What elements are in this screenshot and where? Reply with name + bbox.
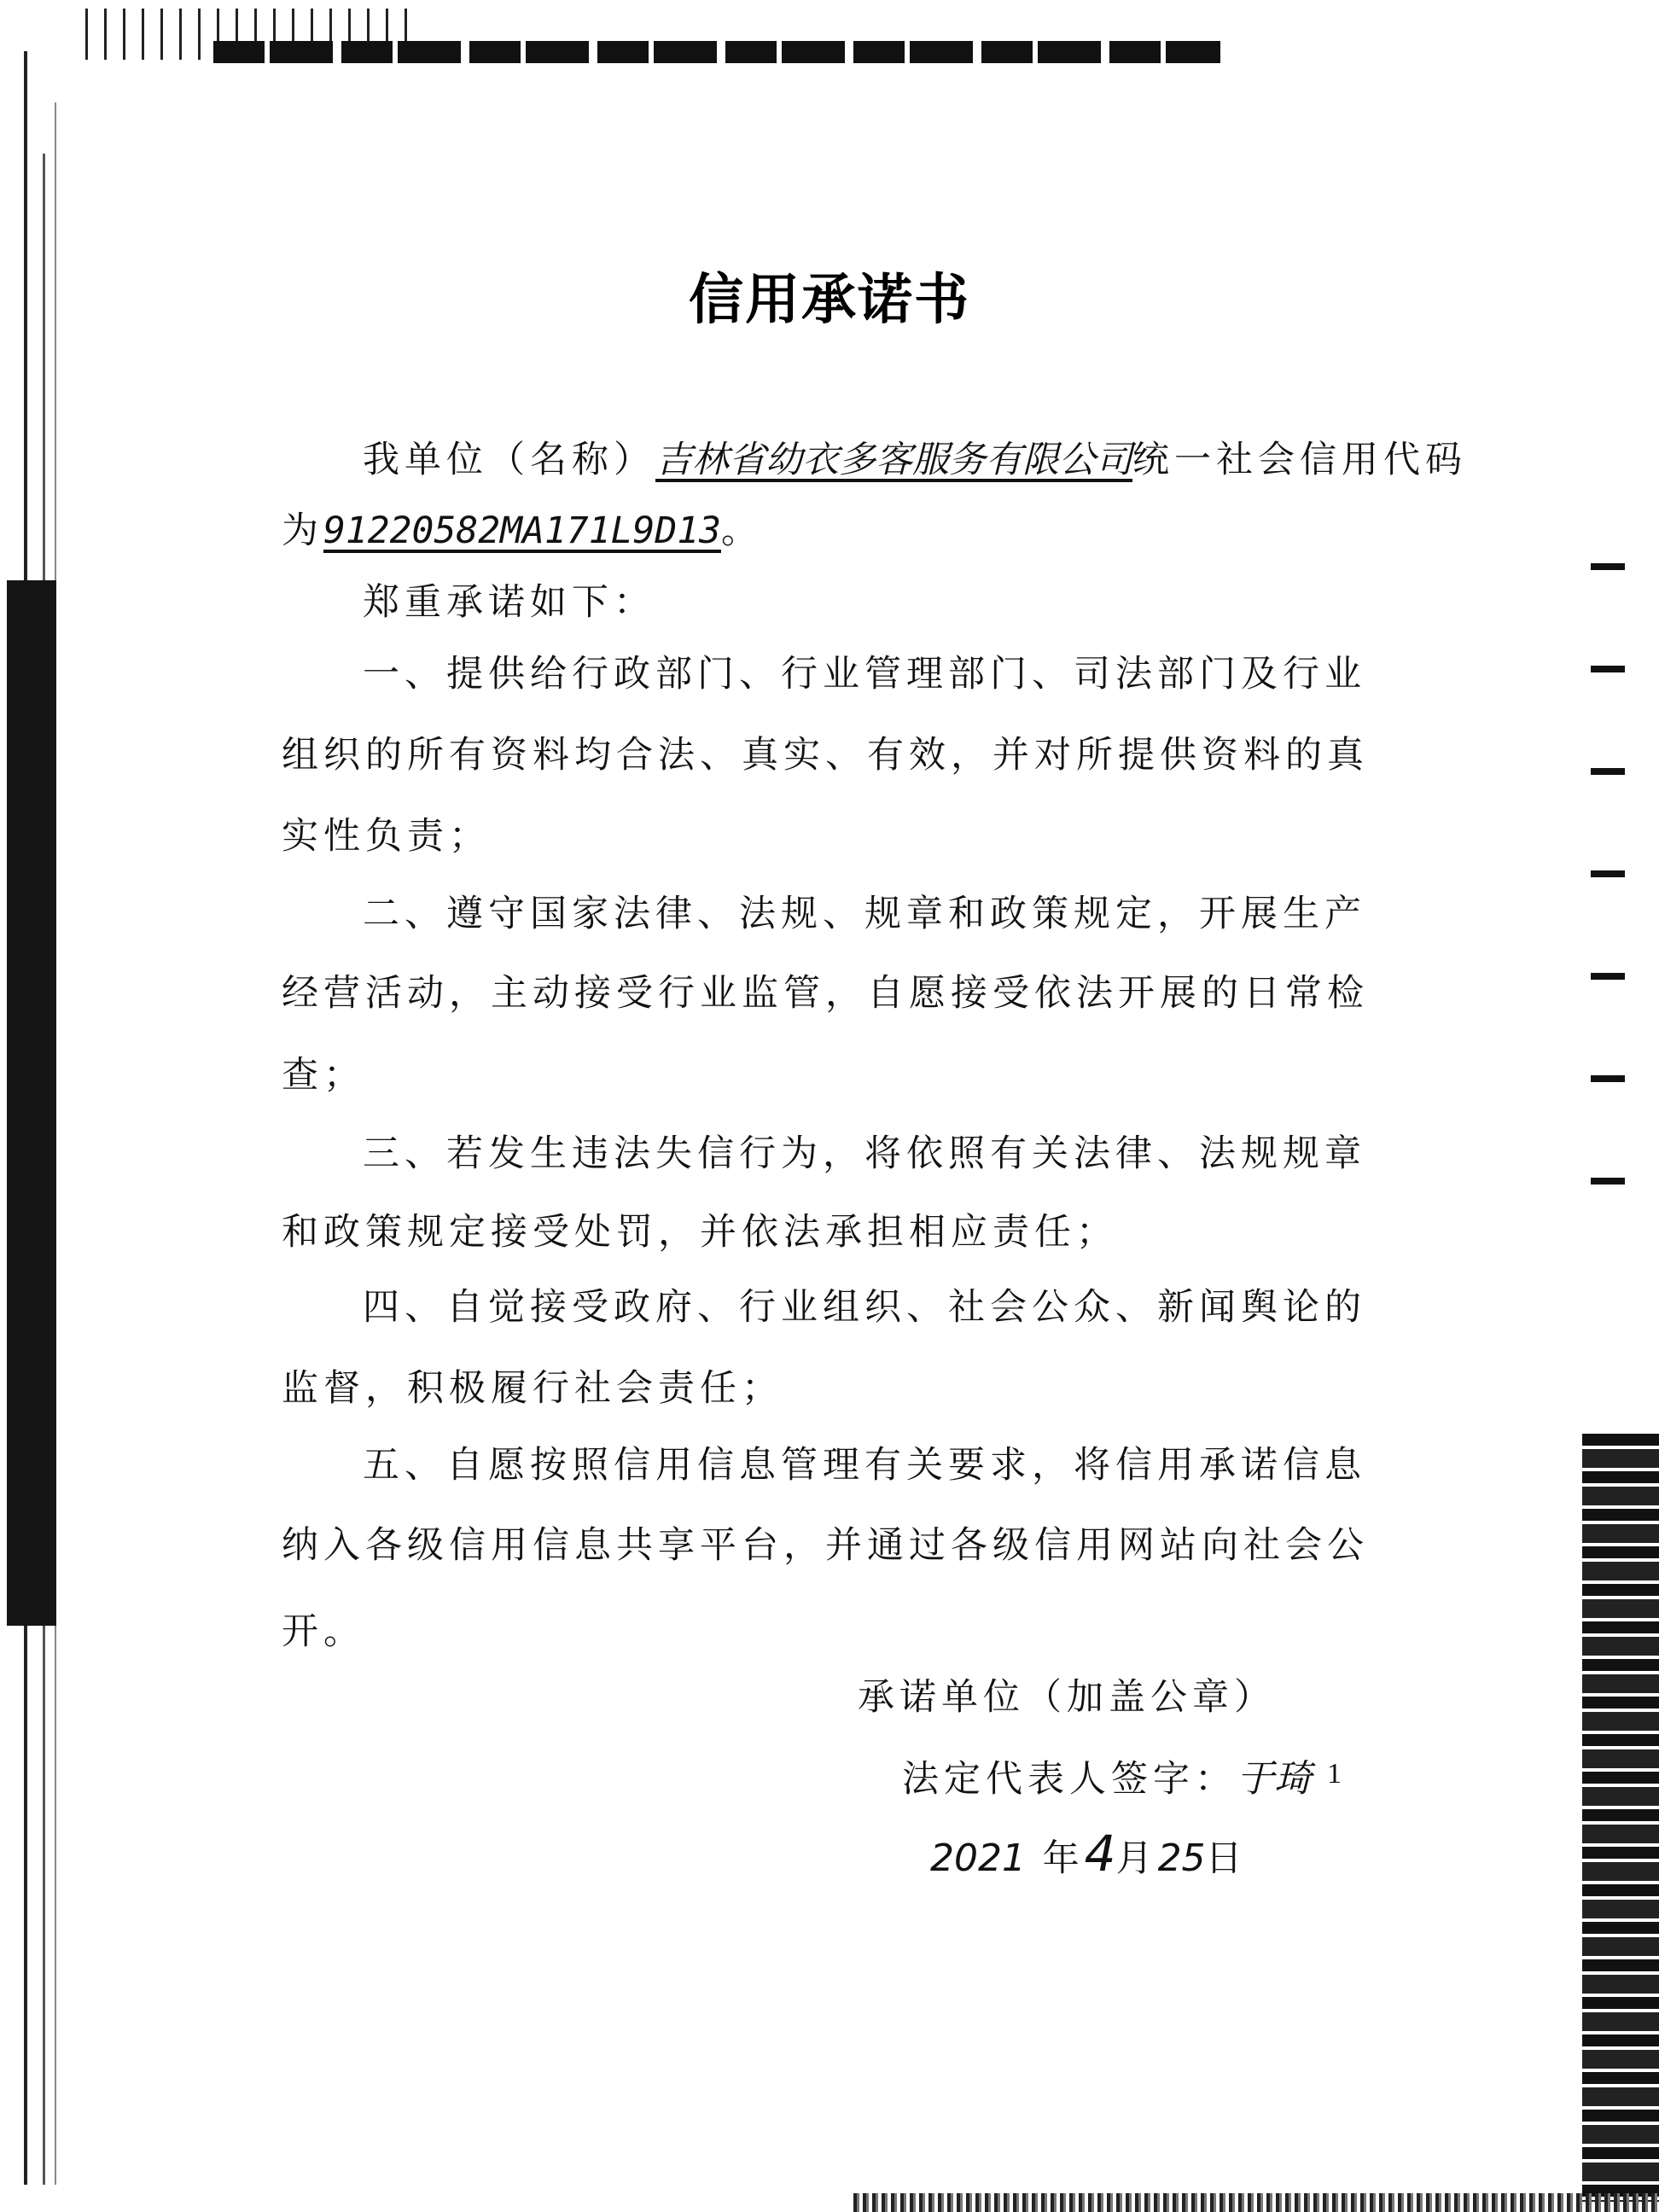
company-name-handwritten: 吉林省幼衣多客服务有限公司 (655, 439, 1132, 481)
date-year: 2021 (930, 1837, 1026, 1880)
scan-artifact-band (7, 580, 56, 1626)
credit-code-line (282, 502, 763, 554)
page-number: 1 (1327, 1758, 1342, 1790)
clause-line: 三、若发生违法失信行为，将依照有关法律、法规规章 (363, 1132, 1366, 1175)
date-day: 25 (1157, 1837, 1206, 1880)
legal-rep-line (902, 1748, 1312, 1802)
unit-suffix: 统一社会信用代码 (1132, 439, 1467, 481)
legal-rep-signature: 于琦 (1237, 1757, 1312, 1801)
clause-line: 开。 (282, 1610, 365, 1653)
clause-line: 纳入各级信用信息共享平台，并通过各级信用网站向社会公 (282, 1524, 1369, 1567)
date-month-unit: 月 (1115, 1837, 1158, 1880)
unit-prefix: 我单位（名称） (363, 439, 655, 481)
scan-artifact-marks (1591, 512, 1625, 1195)
legal-rep-label: 法定代表人签字： (902, 1758, 1237, 1801)
document-title: 信用承诺书 (689, 269, 970, 332)
clause-line: 四、自觉接受政府、行业组织、社会公众、新闻舆论的 (363, 1286, 1366, 1329)
date-year-unit: 年 (1042, 1837, 1085, 1880)
clause-line: 一、提供给行政部门、行业管理部门、司法部门及行业 (363, 653, 1366, 696)
credit-code-prefix: 为 (282, 509, 323, 552)
clause-line: 实性负责； (282, 815, 491, 858)
clause-line: 和政策规定接受处罚，并依法承担相应责任； (282, 1211, 1118, 1254)
clause-line: 查； (282, 1054, 365, 1097)
sign-date (930, 1825, 1248, 1883)
clause-line: 监督，积极履行社会责任； (282, 1367, 783, 1410)
clause-line: 五、自愿按照信用信息管理有关要求，将信用承诺信息 (363, 1444, 1366, 1487)
scan-artifact-block (1582, 1434, 1659, 2202)
pledge-intro: 郑重承诺如下： (363, 581, 655, 624)
committing-unit-label: 承诺单位（加盖公章） (858, 1676, 1276, 1719)
unit-line (363, 431, 1467, 483)
clause-line: 二、遵守国家法律、法规、规章和政策规定，开展生产 (363, 893, 1366, 935)
scan-artifact-bar (213, 41, 1220, 63)
clause-line: 组织的所有资料均合法、真实、有效，并对所提供资料的真 (282, 734, 1369, 777)
date-day-unit: 日 (1205, 1837, 1248, 1880)
clause-line: 经营活动，主动接受行业监管，自愿接受依法开展的日常检 (282, 972, 1369, 1015)
credit-code-handwritten: 91220582MA171L9D13 (323, 509, 721, 552)
scan-artifact-bar (853, 2193, 1659, 2212)
credit-code-suffix: 。 (721, 509, 763, 552)
date-month: 4 (1084, 1825, 1116, 1883)
